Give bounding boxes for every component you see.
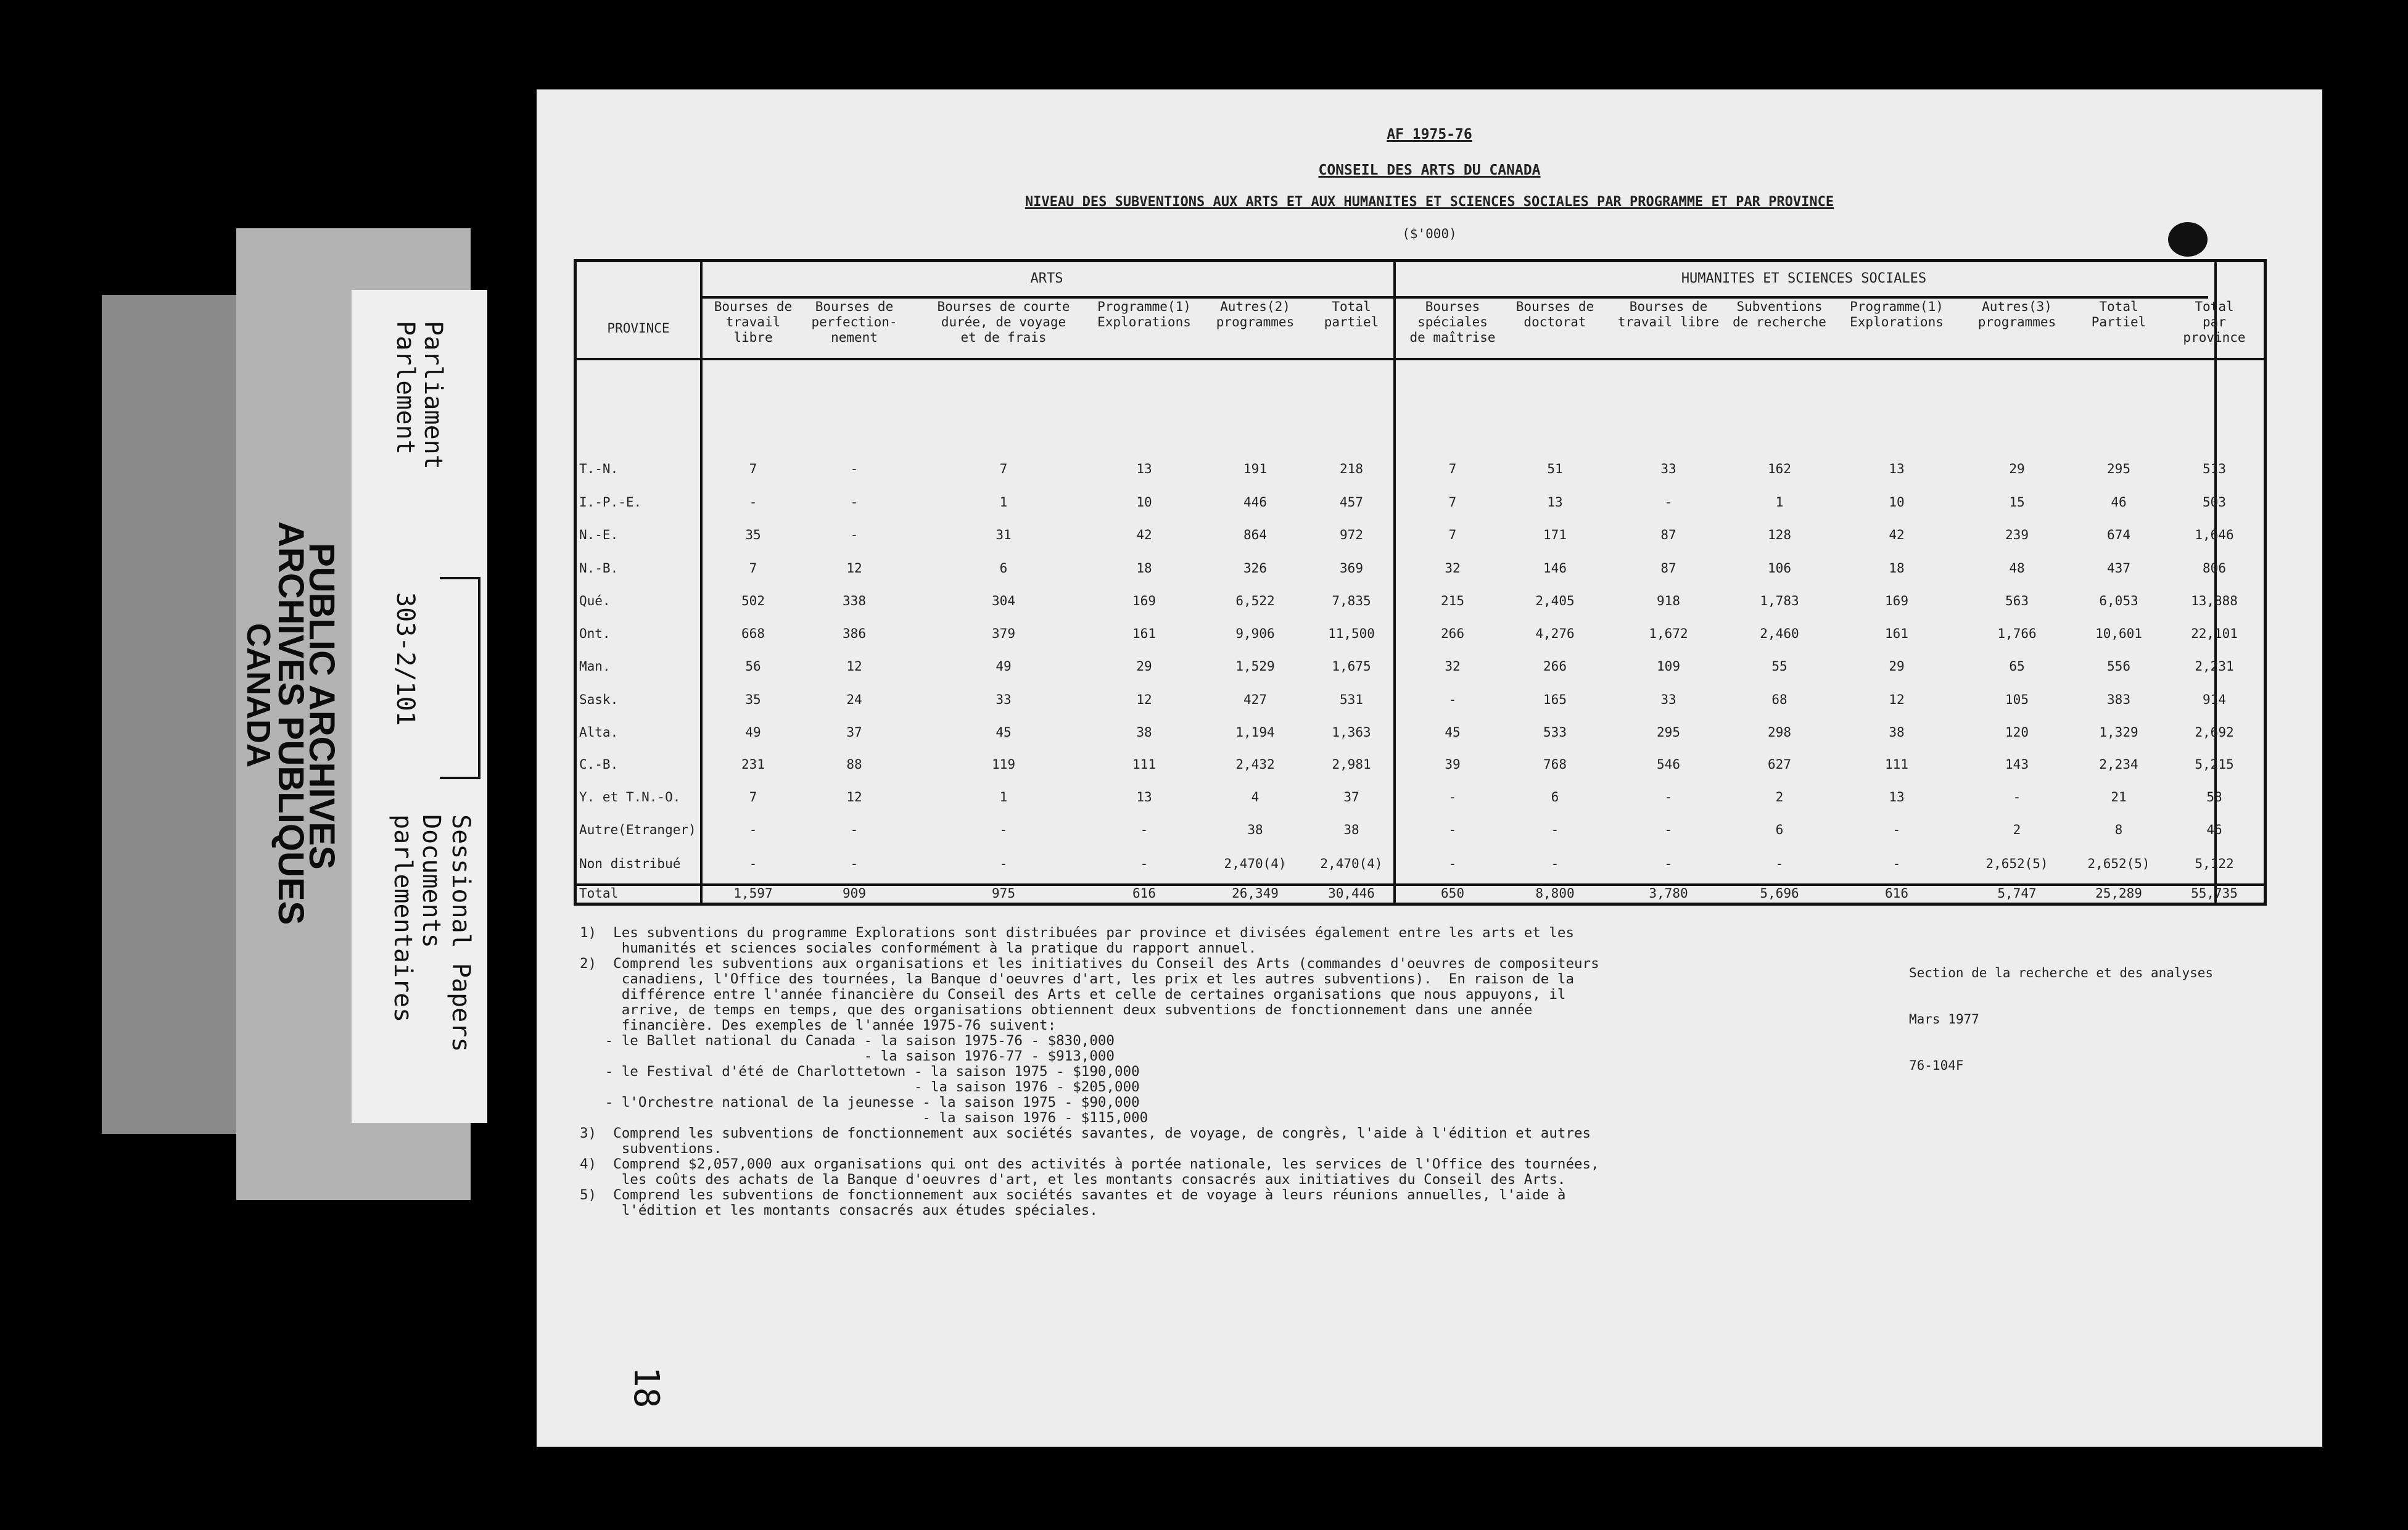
table-cell: 1,529 (1235, 659, 1275, 674)
table-cell: 35 (745, 692, 761, 707)
table-cell: 1,597 (733, 886, 773, 901)
stamp-line-3: 76-104F (1909, 1058, 1964, 1073)
column-header-4: Programme(1) Explorations (1097, 299, 1191, 329)
table-cell: 531 (1340, 692, 1363, 707)
table-cell: - (2013, 790, 2021, 804)
province-cell: Y. et T.N.-O. (579, 790, 681, 804)
report-year (537, 126, 2322, 143)
table-cell: 30,446 (1328, 886, 1375, 901)
table-cell: 2 (1775, 790, 1784, 804)
table-cell: 45 (996, 725, 1012, 740)
footnote-line: 3) Comprend les subventions de fonctionnement aux sociétés savantes, de voyage, de congrès, l'aide à l'édition et autres (580, 1125, 1591, 1141)
table-cell: 35 (745, 527, 761, 542)
table-cell: - (1140, 856, 1148, 871)
table-cell: 7 (1448, 527, 1457, 542)
column-header-5: Autres(2) programmes (1216, 299, 1295, 329)
table-cell: 218 (1340, 461, 1363, 476)
table-cell: 29 (2009, 461, 2025, 476)
table-cell: 46 (2206, 822, 2222, 837)
province-cell: Qué. (579, 593, 611, 608)
table-cell: 162 (1768, 461, 1791, 476)
table-cell: 68 (1771, 692, 1787, 707)
table-cell: - (850, 461, 859, 476)
document-page (537, 89, 2322, 1447)
table-cell: 109 (1657, 659, 1680, 674)
grants-table (574, 259, 2267, 906)
table-cell: 215 (1441, 593, 1464, 608)
table-cell: 546 (1657, 757, 1680, 772)
column-header-8: Bourses de doctorat (1515, 299, 1594, 329)
table-cell: 1,766 (1997, 626, 2037, 641)
table-cell: 1 (999, 790, 1008, 804)
table-cell: - (1551, 856, 1559, 871)
report-unit (537, 226, 2322, 241)
table-cell: 10 (1889, 495, 1905, 510)
table-cell: 2,470(4) (1224, 856, 1287, 871)
table-cell: 2,234 (2099, 757, 2138, 772)
archive-papers-fr-1: Documents (417, 814, 445, 948)
table-cell: 627 (1768, 757, 1791, 772)
table-cell: 161 (1885, 626, 1908, 641)
table-cell: 616 (1885, 886, 1908, 901)
table-cell: 8 (2114, 822, 2123, 837)
column-header-3: Bourses de courte durée, de voyage et de frais (937, 299, 1070, 345)
table-cell: 13 (1547, 495, 1563, 510)
province-cell: I.-P.-E. (579, 495, 642, 510)
table-cell: 49 (996, 659, 1012, 674)
table-cell: 21 (2111, 790, 2127, 804)
province-cell: Non distribué (579, 856, 681, 871)
table-cell: 111 (1885, 757, 1908, 772)
province-cell: Alta. (579, 725, 619, 740)
footnote-line: différence entre l'année financière du Conseil des Arts et celle de certaines organisations que nous appuyons, il (580, 986, 1566, 1003)
table-cell: 650 (1441, 886, 1464, 901)
table-cell: 105 (2005, 692, 2029, 707)
table-cell: - (1448, 790, 1457, 804)
table-cell: 12 (846, 790, 862, 804)
table-cell: 2,981 (1332, 757, 1371, 772)
table-cell: 171 (1543, 527, 1567, 542)
table-cell: 6 (1775, 822, 1784, 837)
table-cell: 120 (2005, 725, 2029, 740)
table-cell: 1,672 (1649, 626, 1688, 641)
footnote-line: financière. Des exemples de l'année 1975-76 suivent: (580, 1017, 1057, 1033)
table-cell: 32 (1445, 659, 1461, 674)
province-cell: T.-N. (579, 461, 619, 476)
table-cell: 146 (1543, 561, 1567, 576)
table-cell: 15 (2009, 495, 2025, 510)
table-cell: 2,652(5) (2087, 856, 2150, 871)
table-cell: - (850, 495, 859, 510)
table-cell: 8,800 (1535, 886, 1575, 901)
table-cell: 239 (2005, 527, 2029, 542)
table-cell: 169 (1885, 593, 1908, 608)
province-cell: Ont. (579, 626, 611, 641)
report-title-text: NIVEAU DES SUBVENTIONS AUX ARTS ET AUX HUMANITES ET SCIENCES SOCIALES PAR PROGRAMME ET PAR PROVINCE (1025, 194, 1834, 210)
province-cell: Autre(Etranger) (579, 822, 696, 837)
table-cell: 6 (999, 561, 1008, 576)
table-cell: 7 (1448, 461, 1457, 476)
table-cell: 128 (1768, 527, 1791, 542)
province-cell: N.-B. (579, 561, 619, 576)
table-cell: 5,122 (2195, 856, 2234, 871)
table-cell: 88 (846, 757, 862, 772)
table-cell: - (1551, 822, 1559, 837)
table-cell: 39 (1445, 757, 1461, 772)
archive-bracket (440, 577, 480, 779)
table-cell: 7 (749, 461, 757, 476)
table-cell: 46 (2111, 495, 2127, 510)
table-cell: 51 (1547, 461, 1563, 476)
table-cell: - (1448, 856, 1457, 871)
table-cell: 11,500 (1328, 626, 1375, 641)
table-cell: 10 (1136, 495, 1152, 510)
table-cell: 427 (1243, 692, 1267, 707)
table-cell: 513 (2203, 461, 2226, 476)
footnote-line: l'édition et les montants consacrés aux études spéciales. (580, 1202, 1098, 1218)
table-cell: 768 (1543, 757, 1567, 772)
table-cell: 7 (1448, 495, 1457, 510)
table-cell: 12 (1889, 692, 1905, 707)
column-header-13: Total Partiel (2091, 299, 2146, 329)
table-cell: 38 (1889, 725, 1905, 740)
table-cell: 7,835 (1332, 593, 1371, 608)
table-cell: 49 (745, 725, 761, 740)
table-cell: 383 (2107, 692, 2130, 707)
table-cell: 266 (1543, 659, 1567, 674)
table-cell: 38 (1343, 822, 1359, 837)
table-cell: 5,747 (1997, 886, 2037, 901)
table-cell: - (850, 822, 859, 837)
column-header-1: Bourses de travail libre (714, 299, 793, 345)
table-cell: - (850, 527, 859, 542)
table-cell: 13 (1889, 461, 1905, 476)
table-cell: - (749, 856, 757, 871)
table-cell: 446 (1243, 495, 1267, 510)
table-cell: 13 (1889, 790, 1905, 804)
table-cell: 7 (749, 561, 757, 576)
table-cell: 1 (999, 495, 1008, 510)
table-cell: 909 (843, 886, 866, 901)
table-cell: 338 (843, 593, 866, 608)
table-cell: - (1664, 790, 1673, 804)
table-cell: - (1664, 495, 1673, 510)
page-number: 18 (626, 1367, 666, 1408)
table-cell: 1,646 (2195, 527, 2234, 542)
table-cell: 379 (992, 626, 1015, 641)
punch-hole (2168, 222, 2208, 257)
table-cell: 295 (1657, 725, 1680, 740)
province-cell: Man. (579, 659, 611, 674)
table-cell: 13 (1136, 790, 1152, 804)
table-cell: 42 (1889, 527, 1905, 542)
footnote-line: 5) Comprend les subventions de fonctionnement aux sociétés savantes et de voyage à leurs réunions annuelles, l'aide à (580, 1187, 1566, 1203)
table-cell: 38 (1247, 822, 1263, 837)
table-cell: 32 (1445, 561, 1461, 576)
table-cell: 2,652(5) (1985, 856, 2048, 871)
table-cell: 4 (1251, 790, 1260, 804)
table-cell: 18 (1889, 561, 1905, 576)
table-cell: 33 (996, 692, 1012, 707)
table-cell: 502 (741, 593, 765, 608)
table-cell: 31 (996, 527, 1012, 542)
table-cell: - (1892, 856, 1901, 871)
table-cell: 1,194 (1235, 725, 1275, 740)
footnote-line: 4) Comprend $2,057,000 aux organisations qui ont des activités à portée nationale, les services de l'Office des tournées, (580, 1156, 1599, 1172)
table-cell: 266 (1441, 626, 1464, 641)
table-cell: 806 (2203, 561, 2226, 576)
table-cell: 26,349 (1232, 886, 1279, 901)
table-cell: 533 (1543, 725, 1567, 740)
table-cell: 231 (741, 757, 765, 772)
table-cell: 143 (2005, 757, 2029, 772)
column-header-9: Bourses de travail libre (1617, 299, 1720, 329)
table-cell: 12 (1136, 692, 1152, 707)
table-cell: 386 (843, 626, 866, 641)
table-cell: 169 (1132, 593, 1156, 608)
table-cell: 13,888 (2191, 593, 2238, 608)
table-cell: 4,276 (1535, 626, 1575, 641)
table-cell: 3,780 (1649, 886, 1688, 901)
column-header-11: Programme(1) Explorations (1850, 299, 1944, 329)
table-cell: 29 (1889, 659, 1905, 674)
table-cell: 161 (1132, 626, 1156, 641)
table-cell: 2,460 (1760, 626, 1799, 641)
divider-section-header (700, 296, 2208, 299)
table-cell: - (999, 856, 1008, 871)
footnote-line: 2) Comprend les subventions aux organisations et les initiatives du Conseil des Arts (commandes d'oeuvres de compositeurs (580, 956, 1599, 972)
stamp-line-2: Mars 1977 (1909, 1012, 1979, 1027)
table-cell: 437 (2107, 561, 2130, 576)
table-cell: 914 (2203, 692, 2226, 707)
table-cell: 2,692 (2195, 725, 2234, 740)
table-cell: - (1448, 692, 1457, 707)
table-cell: 87 (1660, 527, 1676, 542)
table-cell: 674 (2107, 527, 2130, 542)
table-cell: 58 (2206, 790, 2222, 804)
table-cell: 975 (992, 886, 1015, 901)
table-cell: 5,215 (2195, 757, 2234, 772)
table-cell: 5,696 (1760, 886, 1799, 901)
table-cell: - (1448, 822, 1457, 837)
table-cell: 556 (2107, 659, 2130, 674)
table-cell: 298 (1768, 725, 1791, 740)
table-cell: 45 (1445, 725, 1461, 740)
table-cell: 42 (1136, 527, 1152, 542)
table-cell: 111 (1132, 757, 1156, 772)
table-cell: - (850, 856, 859, 871)
table-cell: 9,906 (1235, 626, 1275, 641)
column-header-6: Total partiel (1324, 299, 1379, 329)
table-cell: 1,783 (1760, 593, 1799, 608)
table-cell: 18 (1136, 561, 1152, 576)
table-cell: - (1664, 856, 1673, 871)
stamp-line-1: Section de la recherche et des analyses (1909, 966, 2214, 980)
table-cell: 55 (1771, 659, 1787, 674)
footnote-line: arrive, de temps en temps, que des organisations obtiennent deux subventions de fonctionnement dans une année (580, 1002, 1533, 1018)
table-cell: - (1892, 822, 1901, 837)
column-header-12: Autres(3) programmes (1977, 299, 2056, 329)
table-cell: 165 (1543, 692, 1567, 707)
table-cell: 503 (2203, 495, 2226, 510)
province-cell: Sask. (579, 692, 619, 707)
footnote-line: humanités et sciences sociales conformément à la pratique du rapport annuel. (580, 940, 1257, 956)
table-cell: 2,231 (2195, 659, 2234, 674)
section-arts: ARTS (1030, 271, 1063, 286)
table-cell: 87 (1660, 561, 1676, 576)
table-cell: 918 (1657, 593, 1680, 608)
section-humanities: HUMANITES ET SCIENCES SOCIALES (1681, 271, 1927, 286)
table-cell: 106 (1768, 561, 1791, 576)
table-cell: 1,329 (2099, 725, 2138, 740)
report-year-text: AF 1975-76 (1387, 126, 1472, 143)
table-cell: 2,470(4) (1320, 856, 1383, 871)
province-column-header: PROVINCE (607, 321, 670, 336)
column-header-14: Total par province (2183, 299, 2246, 345)
table-cell: 29 (1136, 659, 1152, 674)
archive-papers-fr-2: parlementaires (389, 814, 417, 1023)
footnotes (580, 925, 1875, 1218)
research-section-stamp (1909, 935, 2213, 1104)
table-cell: 1,363 (1332, 725, 1371, 740)
table-cell: 563 (2005, 593, 2029, 608)
divider-column-header (577, 358, 2264, 360)
table-cell: 2,432 (1235, 757, 1275, 772)
table-cell: 616 (1132, 886, 1156, 901)
archive-parliament-label: Parliament (419, 321, 447, 469)
table-cell: 6,053 (2099, 593, 2138, 608)
table-cell: 191 (1243, 461, 1267, 476)
table-cell: - (1775, 856, 1784, 871)
column-header-2: Bourses de perfection-nement (811, 299, 897, 345)
table-cell: 304 (992, 593, 1015, 608)
footnote-line: 1) Les subventions du programme Explorations sont distribuées par province et divisées également entre les arts et les (580, 925, 1574, 941)
table-cell: 972 (1340, 527, 1363, 542)
table-cell: 668 (741, 626, 765, 641)
footnote-line: subventions. (580, 1141, 722, 1157)
table-cell: 7 (999, 461, 1008, 476)
footnote-line: les coûts des achats de la Banque d'oeuvres d'art, et les montants consacrés aux initiatives du Conseil des Arts. (580, 1172, 1566, 1188)
table-cell: 6 (1551, 790, 1559, 804)
table-cell: 37 (1343, 790, 1359, 804)
archive-institution-country: CANADA (240, 623, 277, 767)
table-cell: 2,405 (1535, 593, 1575, 608)
table-cell: 12 (846, 561, 862, 576)
footnote-line: - la saison 1976 - $115,000 (580, 1110, 1148, 1126)
table-cell: - (1140, 822, 1148, 837)
table-cell: 6,522 (1235, 593, 1275, 608)
table-cell: 10,601 (2095, 626, 2142, 641)
footnote-line: - la saison 1976-77 - $913,000 (580, 1048, 1115, 1064)
table-cell: 33 (1660, 692, 1676, 707)
table-cell: 369 (1340, 561, 1363, 576)
table-cell: 1,675 (1332, 659, 1371, 674)
footnote-line: - la saison 1976 - $205,000 (580, 1079, 1140, 1095)
table-cell: 33 (1660, 461, 1676, 476)
province-cell: N.-E. (579, 527, 619, 542)
table-cell: 326 (1243, 561, 1267, 576)
council-name-text: CONSEIL DES ARTS DU CANADA (1318, 162, 1541, 178)
table-cell: - (1664, 822, 1673, 837)
table-cell: 7 (749, 790, 757, 804)
footnote-line: - le Ballet national du Canada - la saison 1975-76 - $830,000 (580, 1033, 1115, 1049)
table-cell: - (749, 495, 757, 510)
council-name (537, 162, 2322, 178)
table-cell: - (999, 822, 1008, 837)
table-cell: 295 (2107, 461, 2130, 476)
table-cell: 2 (2013, 822, 2021, 837)
table-cell: 864 (1243, 527, 1267, 542)
footnote-line: - le Festival d'été de Charlottetown - la saison 1975 - $190,000 (580, 1064, 1140, 1080)
archive-institution-en: PUBLIC ARCHIVES (302, 543, 342, 870)
table-cell: 1 (1775, 495, 1784, 510)
table-cell: 48 (2009, 561, 2025, 576)
province-cell: C.-B. (579, 757, 619, 772)
table-cell: 457 (1340, 495, 1363, 510)
footnote-line: - l'Orchestre national de la jeunesse - la saison 1975 - $90,000 (580, 1094, 1140, 1110)
table-cell: 22,101 (2191, 626, 2238, 641)
table-cell: 37 (846, 725, 862, 740)
report-unit-text: ($'000) (1402, 226, 1457, 241)
table-cell: 24 (846, 692, 862, 707)
table-cell: 55,735 (2191, 886, 2238, 901)
archive-reference-number: 303-2/101 (391, 592, 419, 726)
archive-papers-en: Sessional Papers (447, 814, 475, 1052)
table-cell: 12 (846, 659, 862, 674)
table-cell: - (749, 822, 757, 837)
archive-institution-fr: ARCHIVES PUBLIQUES (271, 521, 311, 925)
table-cell: 65 (2009, 659, 2025, 674)
column-header-10: Subventions de recherche (1733, 299, 1826, 329)
footnote-line: canadiens, l'Office des tournées, la Banque d'oeuvres d'art, les prix et les autres subventions). En raison de la (580, 971, 1574, 987)
table-cell: 25,289 (2095, 886, 2142, 901)
archive-parlement-label: Parlement (391, 321, 419, 455)
table-cell: 38 (1136, 725, 1152, 740)
table-cell: 13 (1136, 461, 1152, 476)
report-title (537, 194, 2322, 210)
province-cell: Total (579, 886, 619, 901)
table-cell: 56 (745, 659, 761, 674)
table-cell: 119 (992, 757, 1015, 772)
column-header-7: Bourses spéciales de maîtrise (1409, 299, 1496, 345)
